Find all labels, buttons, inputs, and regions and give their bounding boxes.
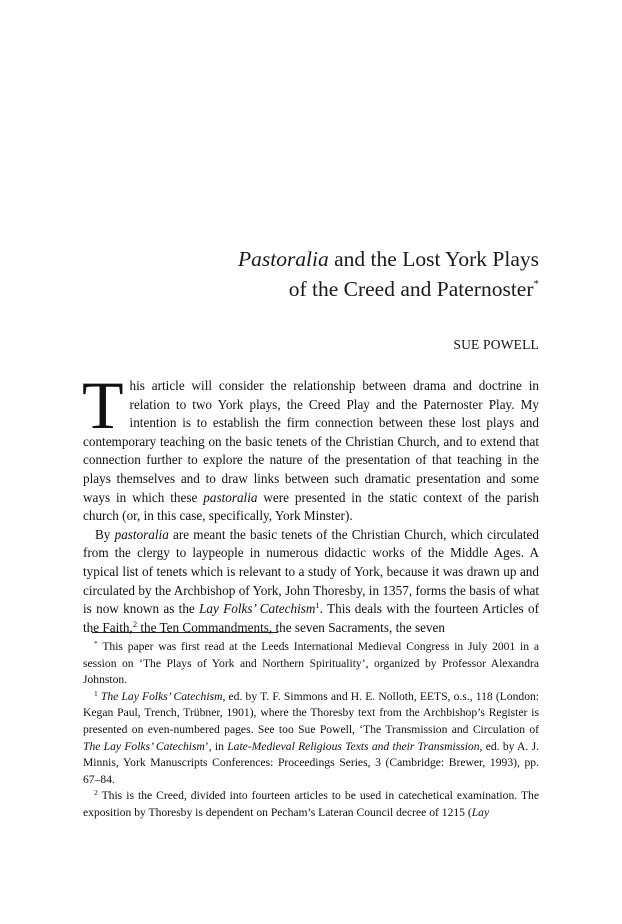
paragraph-1-italic: pastoralia (203, 489, 258, 505)
footnote-2 (83, 788, 539, 821)
footnote-star-marker: * (94, 639, 98, 648)
title-line-2-text: of the Creed and Paternoster (288, 277, 534, 301)
footnote-ref-1[interactable]: 1 (315, 600, 320, 611)
footnote-1-italic-2: The Lay Folks’ Catechism (83, 739, 205, 753)
footnote-1 (83, 689, 539, 789)
title-line-2 (238, 274, 539, 304)
footnotes (83, 639, 539, 822)
footnote-1-italic-1: The Lay Folks’ Catechism (100, 689, 223, 703)
footnote-divider (92, 632, 278, 633)
paragraph-2-italic-2: Lay Folks’ Catechism (199, 601, 316, 617)
paragraph-2 (83, 526, 539, 638)
paragraph-2-text-a: By (95, 526, 115, 542)
footnote-ref-2[interactable]: 2 (132, 618, 138, 629)
footnote-1-text-c: , ed. by A. J. Minnis, York Manuscripts Conferences: Proceedings Series, 3 (Cambridge: Brewer, 1993), pp. 67–84. (83, 739, 539, 786)
paragraph-2-text-d: the Ten Commandments, the seven Sacraments, the seven (137, 619, 446, 635)
footnote-1-marker: 1 (94, 688, 98, 698)
drop-cap: T (82, 367, 124, 443)
article-body (82, 367, 539, 637)
footnote-2-marker: 2 (94, 788, 98, 798)
footnote-1-italic-3: Late-Medieval Religious Texts and their Transmission (227, 739, 480, 753)
title-italic-word: Pastoralia (237, 247, 329, 271)
footnote-1-text-a: , ed. by T. F. Simmons and H. E. Nolloth, EETS, o.s., 118 (London: Kegan Paul, Trench, Trübner, 1901), where the Thoresby text from the Archbishop’s Register is presented on even-numbered pages. See too Sue Powell, ‘The Transmission and Circulation of (83, 689, 540, 736)
footnote-2-italic: Lay (471, 805, 490, 819)
title-line-1 (238, 244, 539, 274)
article-title (238, 244, 539, 304)
author-name: SUE POWELL (453, 337, 539, 352)
title-footnote-marker: * (533, 278, 539, 290)
paragraph-2-text-c: . This deals with the fourteen Articles of the Faith, (83, 601, 539, 635)
paragraph-2-italic-1: pastoralia (114, 526, 169, 542)
paragraph-2-text-b: are meant the basic tenets of the Christian Church, which circulated from the clergy to laypeople in numerous didactic works of the Middle Ages. A typical list of tenets which is relevant to a study of York, because it was drawn up and circulated by the Archbishop of York, John Thoresby, in 1357, forms the basis of what is now known as the (83, 526, 539, 617)
paragraph-1-text: his article will consider the relationship between drama and doctrine in relation to two York plays, the Creed Play and the Paternoster Play. My intention is to establish the firm connection between these lost plays and contemporary teaching on the basic tenets of the Christian Church, and to extend that connection further to explore the nature of the presentation of that teaching in the plays themselves and to draw links between such dramatic presentation and some ways in which these (83, 378, 539, 505)
title-line-1-text: and the Lost York Plays (328, 247, 539, 271)
footnote-2-text-a: This is the Creed, divided into fourteen articles to be used in catechetical examination. The exposition by Thoresby is dependent on Pecham’s Lateran Council decree of 1215 ( (83, 789, 539, 819)
paragraph-1 (82, 367, 539, 526)
footnote-star (83, 639, 539, 689)
footnote-1-text-b: ’, in (204, 739, 228, 753)
footnote-star-text: This paper was first read at the Leeds International Medieval Congress in July 2001 in a session on ‘The Plays of York and Northern Spirituality’, organized by Professor Alexandra Johnston. (83, 640, 539, 687)
paragraph-1-end: were presented in the static context of the parish church (or, in this case, specifically, York Minster). (83, 489, 539, 524)
